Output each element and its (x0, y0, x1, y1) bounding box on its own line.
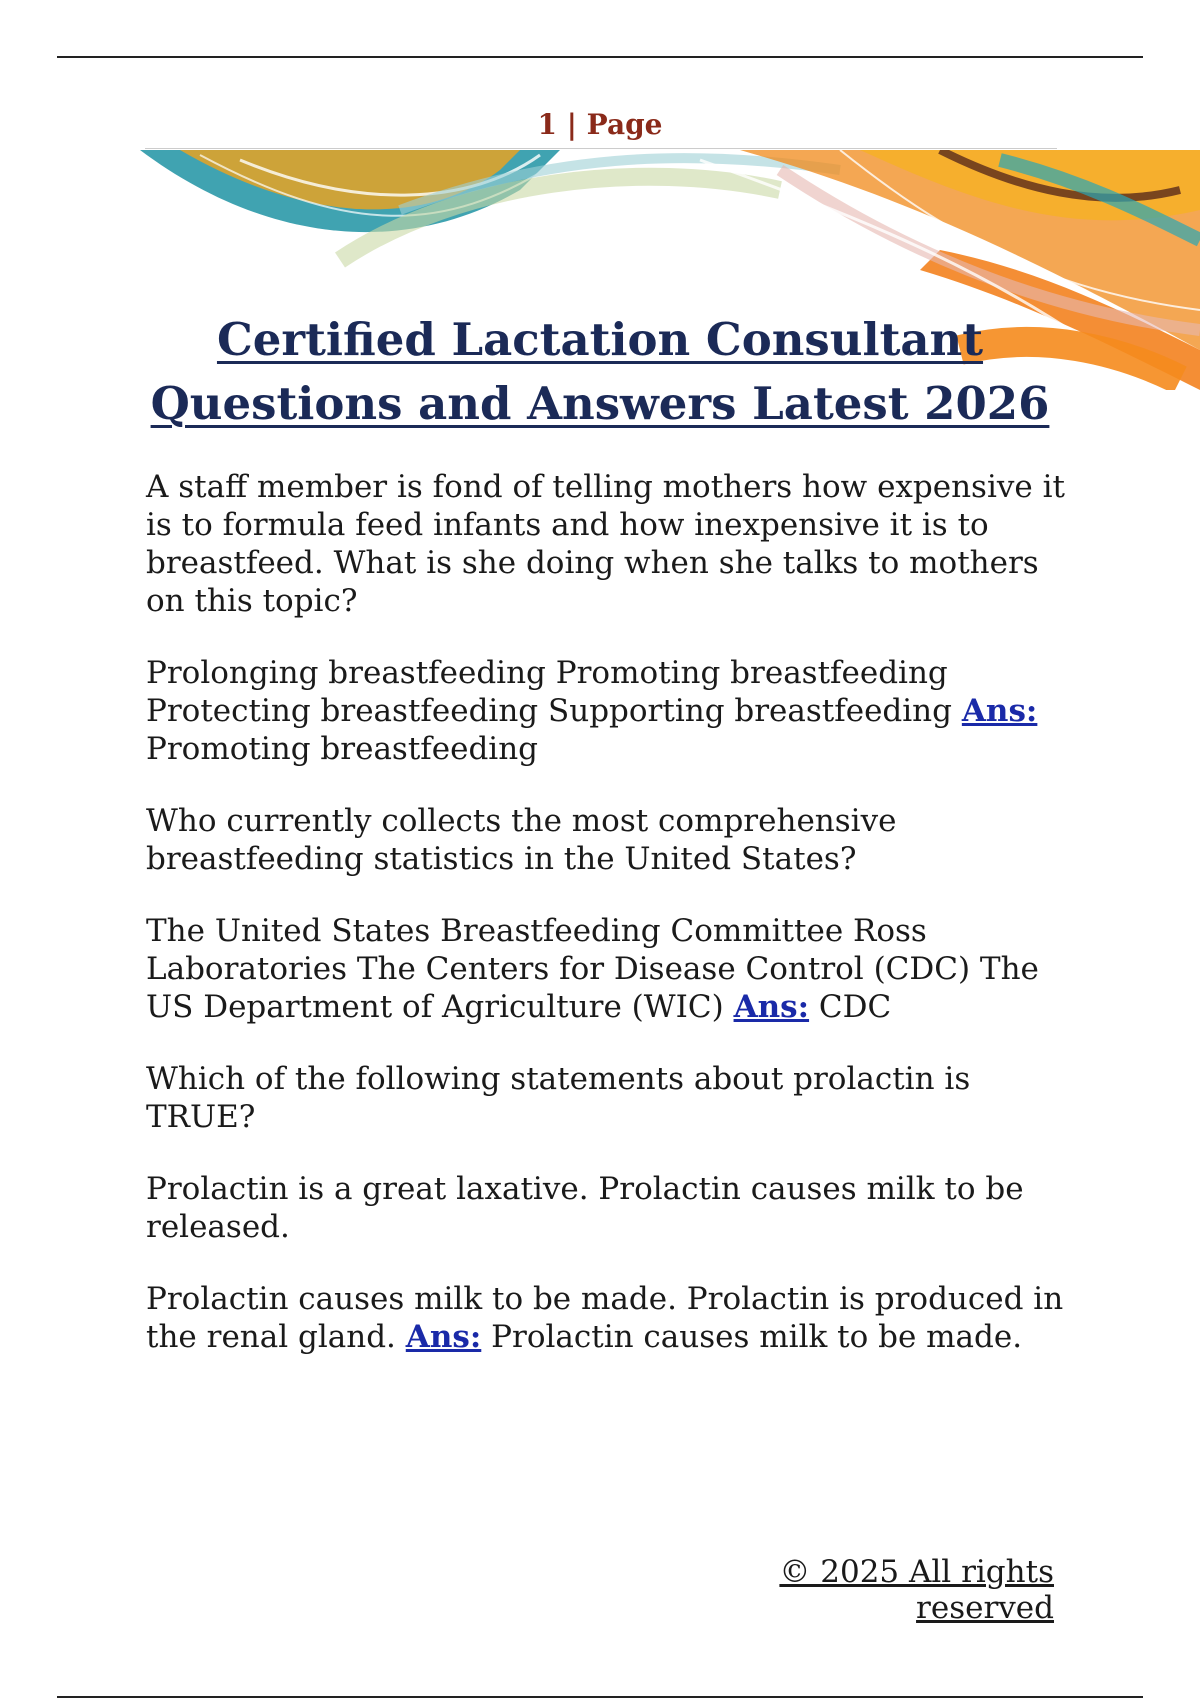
title-line-1: Certified Lactation Consultant (216, 313, 984, 366)
options-2: The United States Breastfeeding Committee Ross Laboratories The Centers for Disease Control (CDC) The US Department of Agriculture (WIC) (146, 913, 1039, 1025)
ans-link-1[interactable]: Ans: (961, 693, 1038, 729)
answer-block-2 (146, 912, 1066, 1026)
ans-link-3[interactable]: Ans: (405, 1319, 482, 1355)
options-3b: Prolactin causes milk to be made. Prolactin is produced in the renal gland. (146, 1281, 1064, 1355)
bottom-rule (57, 1696, 1143, 1698)
answer-1: Promoting breastfeeding (146, 731, 539, 767)
copyright-footer: © 2025 All rights reserved (779, 1554, 1054, 1626)
answer-3: Prolactin causes milk to be made. (491, 1319, 1023, 1355)
page-number: 1 | Page (537, 108, 663, 141)
question-2: Who currently collects the most comprehensive breastfeeding statistics in the United States? (146, 803, 897, 877)
answer-2: CDC (818, 989, 892, 1025)
question-3: Which of the following statements about prolactin is TRUE? (146, 1061, 971, 1135)
ans-link-2[interactable]: Ans: (733, 989, 810, 1025)
answer-block-3 (146, 1280, 1066, 1356)
qa-content (146, 468, 1066, 1390)
top-rule (57, 56, 1143, 58)
document-title (140, 308, 1060, 436)
title-line-2: Questions and Answers Latest 2026 (150, 377, 1050, 430)
header-divider (145, 148, 1057, 149)
options-3a: Prolactin is a great laxative. Prolactin causes milk to be released. (146, 1171, 1024, 1245)
question-1: A staff member is fond of telling mothers how expensive it is to formula feed infants and how inexpensive it is to breastfeed. What is she doing when she talks to mothers on this topic? (146, 469, 1065, 619)
answer-block-1 (146, 654, 1066, 768)
options-1: Prolonging breastfeeding Promoting breastfeeding Protecting breastfeeding Supporting breastfeeding (146, 655, 952, 729)
